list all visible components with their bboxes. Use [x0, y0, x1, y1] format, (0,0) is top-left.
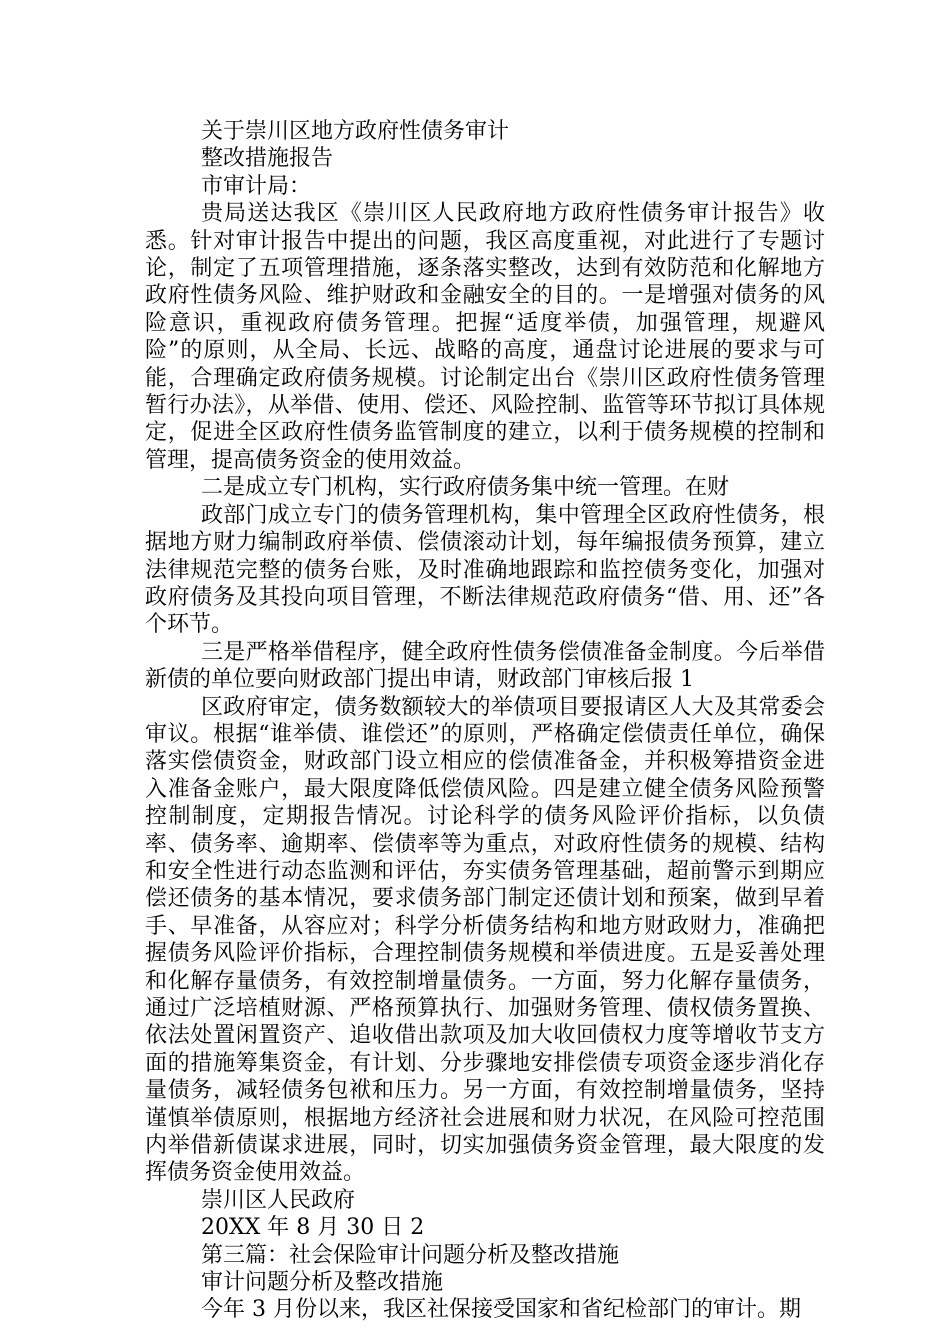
salutation: 市审计局： — [201, 173, 312, 199]
paragraph-fourth-fifth-points: 区政府审定，债务数额较大的举债项目要报请区人大及其常委会审议。根据“谁举债、谁偿还”的原则，严格确定偿债责任单位，确保落实偿债资金，财政部门设立相应的偿债准备金，并积极筹措资金进入准备金账户，最大限度降低偿债风险。四是建立健全债务风险预警控制制度，定期报告情况。讨论科学的债务风险评价指标，以负债率、债务率、逾期率、偿债率等为重点，对政府性债务的规模、结构和安全性进行动态监测和评估，夯实债务管理基础，超前警示到期应偿还债务的基本情况，要求债务部门制定还债计划和预案，做到早着手、早准备，从容应对；科学分析债务结构和地方财政财力，准确把握债务风险评价指标，合理控制债务规模和举债进度。五是妥善处理和化解存量债务，有效控制增量债务。一方面，努力化解存量债务，通过广泛培植财源、严格预算执行、加强财务管理、债权债务置换、依法处置闲置资产、追收借出款项及加大收回债权力度等增收节支方面的措施筹集资金，有计划、分步骤地安排偿债专项资金逐步消化存量债务，减轻债务包袱和压力。另一方面，有效控制增量债务，坚持谨慎举债原则，根据地方经济社会进展和财力状况，在风险可控范围内举借新债谋求进展，同时，切实加强债务资金管理，最大限度的发挥债务资金使用效益。 — [145, 694, 825, 1186]
report-title-line-1: 关于崇川区地方政府性债务审计 — [201, 119, 510, 144]
section-opening-paragraph: 今年 3 月份以来，我区社保接受国家和省纪检部门的审计。期 — [201, 1297, 801, 1323]
paragraph-intro: 贵局送达我区《崇川区人民政府地方政府性债务审计报告》收悉。针对审计报告中提出的问题，我区高度重视，对此进行了专题讨论，制定了五项管理措施，逐条落实整改，达到有效防范和化解地方政府性债务风险、维护财政和金融安全的目的。一是增强对债务的风险意识，重视政府债务管理。把握“适度举债，加强管理，规避风险”的原则，从全局、长远、战略的高度，通盘讨论进展的要求与可能，合理确定政府债务规模。讨论制定出台《崇川区政府性债务管理暂行办法》，从举借、使用、偿还、风险控制、监管等环节拟订具体规定，促进全区政府性债务监管制度的建立，以利于债务规模的控制和管理，提高债务资金的使用效益。 — [145, 201, 825, 473]
paragraph-second-point-start: 二是成立专门机构，实行政府债务集中统一管理。在财 — [201, 475, 730, 501]
section-subheading: 审计问题分析及整改措施 — [201, 1270, 444, 1296]
signature: 崇川区人民政府 — [201, 1187, 356, 1213]
section-heading: 第三篇：社会保险审计问题分析及整改措施 — [201, 1242, 620, 1268]
paragraph-third-point: 三是严格举借程序，健全政府性债务偿债准备金制度。今后举借新债的单位要向财政部门提出申请，财政部门审核后报 1 — [145, 639, 825, 693]
date-line: 20XX 年 8 月 30 日 2 — [201, 1215, 425, 1241]
paragraph-second-point: 政部门成立专门的债务管理机构，集中管理全区政府性债务，根据地方财力编制政府举债、偿债滚动计划，每年编报债务预算，建立法律规范完整的债务台账，及时准确地跟踪和监控债务变化，加强对政府债务及其投向项目管理，不断法律规范政府债务“借、用、还”各个环节。 — [145, 502, 825, 638]
document-body — [145, 118, 825, 1324]
report-title-line-2: 整改措施报告 — [201, 146, 334, 172]
